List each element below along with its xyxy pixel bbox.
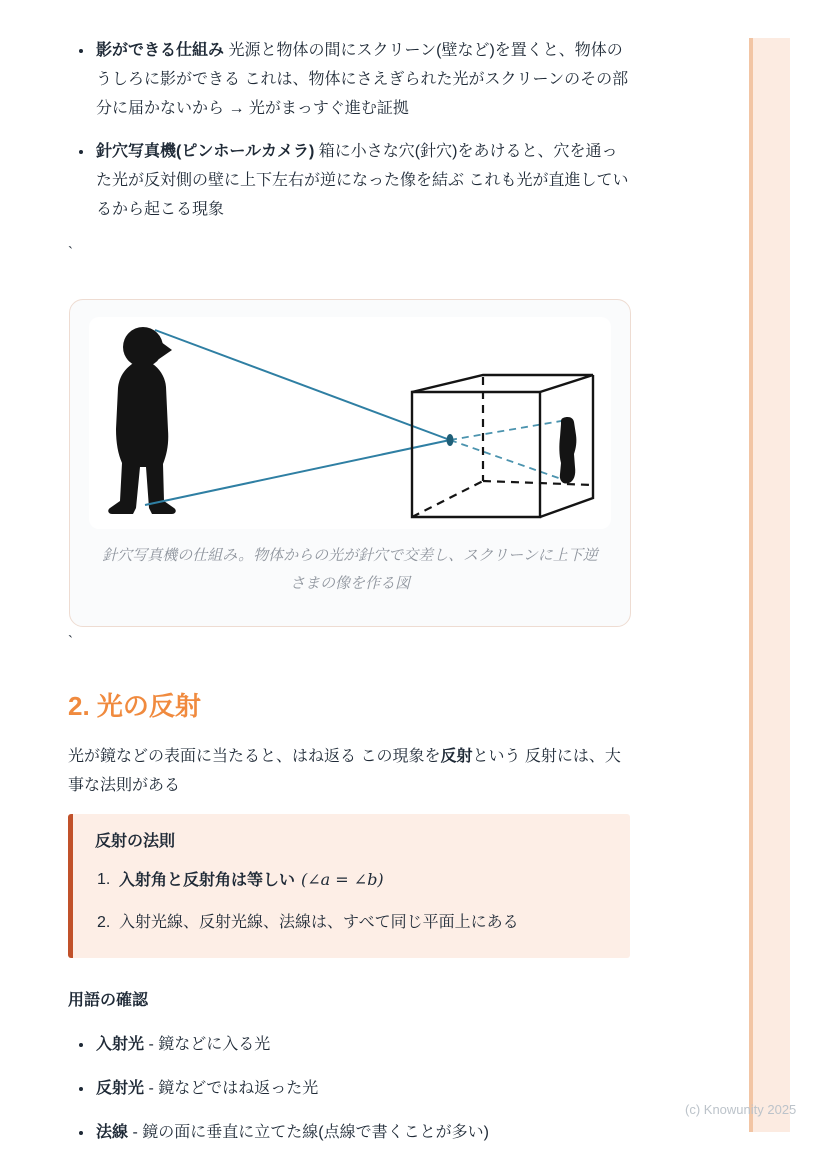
light-rays-solid — [145, 330, 450, 505]
copyright-watermark: (c) Knowunity 2025 — [685, 1102, 797, 1117]
document-content — [68, 36, 633, 1162]
callout-title: 反射の法則 — [95, 833, 176, 850]
page-edge-stripe — [749, 38, 790, 1132]
person-silhouette — [108, 327, 175, 514]
pinhole-diagram-svg — [89, 317, 611, 529]
term-reflection: 反射 — [440, 748, 473, 765]
list-number: 1. — [97, 871, 111, 888]
term-separator: - — [144, 1080, 159, 1097]
list-item — [94, 1118, 633, 1147]
section-heading-reflection: 2. 光の反射 — [68, 691, 201, 721]
law-of-reflection-callout — [68, 814, 630, 958]
list-item — [94, 1030, 633, 1059]
law-item-text — [119, 865, 384, 895]
law-item-text: 入射光線、反射光線、法線は、すべて同じ平面上にある — [119, 914, 519, 931]
list-item — [94, 36, 633, 123]
stray-backtick-1: ` — [68, 244, 73, 261]
term-shadow-mechanism: 影ができる仕組み — [96, 42, 225, 59]
pinhole-figure-card — [69, 299, 631, 627]
list-item — [97, 908, 606, 937]
term-shadow-text: 光源と物体の間にスクリーン(壁など)を置くと、物体のうしろに影ができる これは、物体にさえぎられた光がスクリーンのその部分に届かないから → 光がまっすぐ進む証拠 — [96, 42, 629, 117]
paragraph-text: という 反射には、大事な法則がある — [68, 748, 621, 794]
list-number: 2. — [97, 914, 111, 931]
term-description: 鏡などに入る光 — [158, 1036, 271, 1053]
pinhole-diagram — [89, 317, 611, 529]
term-incident-light: 入射光 — [96, 1036, 145, 1053]
terms-heading: 用語の確認 — [68, 992, 149, 1009]
callout-numbered-list — [95, 865, 606, 937]
law-bold-text: 入射角と反射角は等しい — [119, 872, 296, 889]
term-pinhole-text: 箱に小さな穴(針穴)をあけると、穴を通った光が反対側の壁に上下左右が逆になった像を結ぶ これも光が直進しているから起こる現象 — [96, 143, 629, 218]
pinhole-aperture — [447, 434, 454, 446]
term-description: 鏡などではね返った光 — [158, 1080, 319, 1097]
term-reflected-light: 反射光 — [96, 1080, 145, 1097]
term-separator: - — [128, 1124, 143, 1141]
figure-caption: 針穴写真機の仕組み。物体からの光が針穴で交差し、スクリーンに上下逆さまの像を作る図 — [102, 547, 598, 592]
term-pinhole-camera: 針穴写真機(ピンホールカメラ) — [96, 143, 315, 160]
light-rays-dashed — [450, 420, 567, 481]
paragraph-text: 光が鏡などの表面に当たると、はね返る この現象を — [68, 748, 441, 765]
list-item — [94, 1074, 633, 1103]
angle-equation: (∠a = ∠b) — [301, 870, 384, 889]
term-separator: - — [144, 1036, 159, 1053]
stray-backtick-2: ` — [68, 633, 73, 650]
intro-bullet-list — [68, 36, 633, 224]
list-item — [94, 137, 633, 224]
term-description: 鏡の面に垂直に立てた線(点線で書くことが多い) — [142, 1124, 489, 1141]
terms-bullet-list — [68, 1030, 633, 1147]
inverted-image-silhouette — [559, 417, 576, 483]
reflection-intro-paragraph — [68, 742, 633, 800]
list-item — [97, 865, 606, 895]
term-normal-line: 法線 — [96, 1124, 129, 1141]
